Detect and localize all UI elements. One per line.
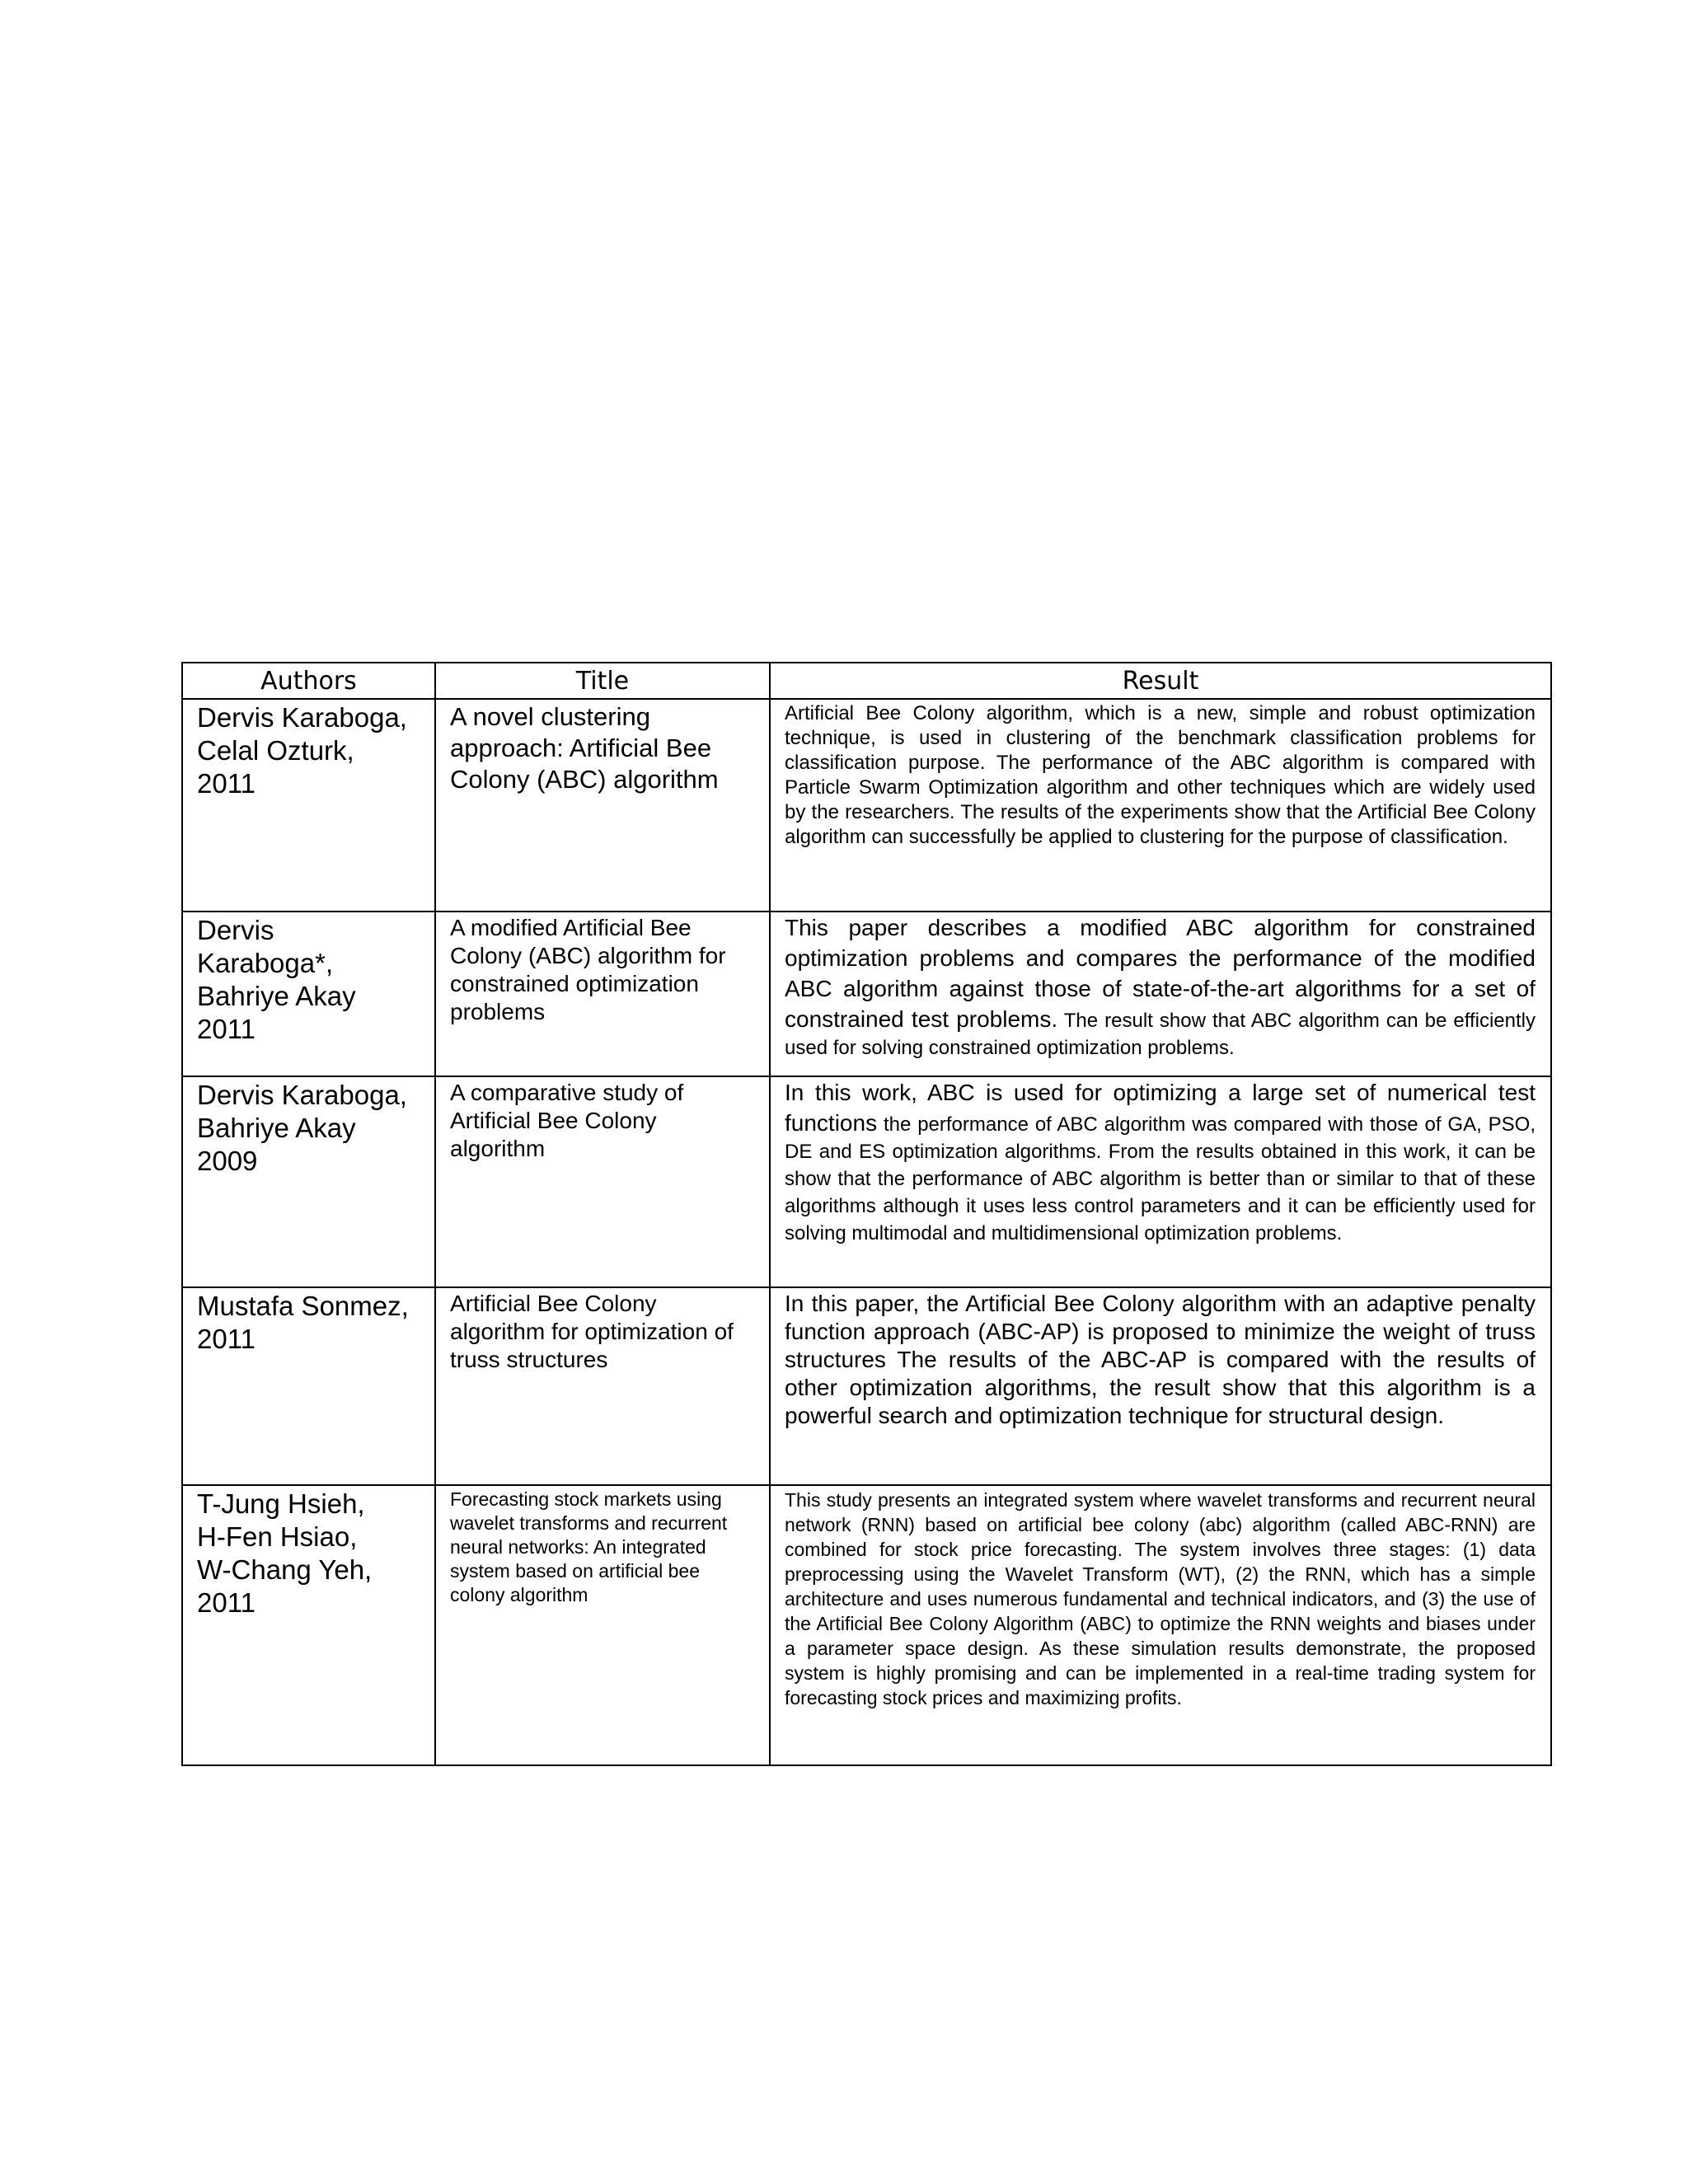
result-lead: In this work, ABC is used for optimizing a large set of numerical test functions: [785, 1080, 1536, 1136]
authors-text: Dervis Karaboga*, Bahriye Akay 2011: [197, 915, 356, 1044]
result-lead: In this paper, the Artificial Bee Colony algorithm with an adaptive penalty function approach (ABC-AP) is proposed to minimize the weight of truss structures The results of the ABC-AP is compared with the results of other optimization algorithms, the result show that this algorithm is a powerful search and optimization technique for structural design.: [785, 1291, 1536, 1428]
result-text: [771, 700, 1550, 850]
result-rest: This study presents an integrated system where wavelet transforms and recurrent neural network (RNN) based on artificial bee colony (abc) algorithm (called ABC-RNN) are combined for stock price forecasting. The system involves three stages: (1) data preprocessing using the Wavelet Transform (WT), (2) the RNN, which has a simple architecture and uses numerous fundamental and technical indicators, and (3) the use of the Artificial Bee Colony Algorithm (ABC) to optimize the RNN weights and biases under a parameter space design. As these simulation results demonstrate, the proposed system is highly promising and can be implemented in a real-time trading system for forecasting stock prices and maximizing profits.: [785, 1489, 1536, 1708]
header-title: Title: [435, 663, 770, 699]
result-text: [771, 1288, 1550, 1430]
authors-cell: [182, 1485, 435, 1765]
result-rest: Artificial Bee Colony algorithm, which is a new, simple and robust optimization technique, is used in clustering of the benchmark classification problems for classification purpose. The performance of the ABC algorithm is compared with Particle Swarm Optimization algorithm and other techniques which are widely used by the researchers. The results of the experiments show that the Artificial Bee Colony algorithm can successfully be applied to clustering for the purpose of classification.: [785, 702, 1536, 848]
result-text: [771, 1486, 1550, 1710]
table-row: [182, 699, 1551, 912]
title-text: A modified Artificial Bee Colony (ABC) algorithm for constrained optimization problems: [450, 915, 726, 1024]
title-text: A comparative study of Artificial Bee Colony algorithm: [450, 1080, 684, 1161]
title-text: A novel clustering approach: Artificial Bee Colony (ABC) algorithm: [450, 702, 719, 794]
result-rest: The result show that ABC algorithm can be efficiently used for solving constrained optimization problems.: [785, 1010, 1536, 1059]
authors-cell: [182, 699, 435, 912]
header-row: [182, 663, 1551, 699]
table-row: [182, 1287, 1551, 1485]
header-result: Result: [770, 663, 1551, 699]
result-text: [771, 1077, 1550, 1249]
header-authors: Authors: [182, 663, 435, 699]
title-cell: [435, 1485, 770, 1765]
title-cell: [435, 1076, 770, 1287]
authors-cell: [182, 1287, 435, 1485]
result-text: [771, 912, 1550, 1063]
authors-text: T-Jung Hsieh, H-Fen Hsiao, W-Chang Yeh, 2011: [197, 1488, 373, 1618]
title-text: Forecasting stock markets using wavelet transforms and recurrent neural networks: An integrated system based on artificial bee colony algorithm: [450, 1488, 728, 1605]
table-row: [182, 1076, 1551, 1287]
title-cell: [435, 1287, 770, 1485]
result-cell: [770, 1287, 1551, 1485]
authors-cell: [182, 912, 435, 1076]
table-row: [182, 1485, 1551, 1765]
title-cell: [435, 912, 770, 1076]
result-lead: This paper describes a modified ABC algorithm for constrained optimization problems and compares the performance of the modified ABC algorithm against those of state-of-the-art algorithms for a set of constrained test problems.: [785, 915, 1536, 1032]
authors-text: Mustafa Sonmez, 2011: [197, 1291, 409, 1354]
title-text: Artificial Bee Colony algorithm for optimization of truss structures: [450, 1291, 734, 1372]
result-cell: [770, 912, 1551, 1076]
authors-text: Dervis Karaboga, Celal Ozturk, 2011: [197, 702, 407, 799]
result-rest: the performance of ABC algorithm was compared with those of GA, PSO, DE and ES optimization algorithms. From the results obtained in this work, it can be show that the performance of ABC algorithm is better than or similar to that of these algorithms although it uses less control parameters and it can be efficiently used for solving multimodal and multidimensional optimization problems.: [785, 1113, 1536, 1244]
table-row: [182, 912, 1551, 1076]
result-cell: [770, 1076, 1551, 1287]
authors-cell: [182, 1076, 435, 1287]
title-cell: [435, 699, 770, 912]
authors-text: Dervis Karaboga, Bahriye Akay 2009: [197, 1080, 407, 1176]
literature-table: [181, 662, 1552, 1766]
result-cell: [770, 699, 1551, 912]
result-cell: [770, 1485, 1551, 1765]
